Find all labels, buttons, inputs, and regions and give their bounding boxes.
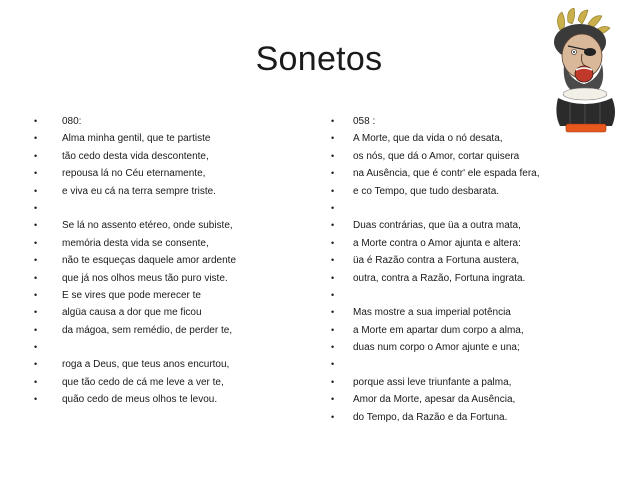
- bullet-icon: •: [34, 307, 38, 318]
- sonnet-line: • da mágoa, sem remédio, de perder te,: [34, 322, 306, 339]
- sonnet-line-empty: [34, 200, 306, 217]
- bullet-icon: •: [331, 272, 335, 283]
- bullet-icon: •: [331, 185, 335, 196]
- sonnet-line: • a Morte em apartar dum corpo a alma,: [331, 322, 631, 339]
- sonnet-line: • tão cedo desta vida descontente,: [34, 148, 306, 165]
- bullet-icon: •: [331, 168, 335, 179]
- sonnet-line: • que tão cedo de cá me leve a ver te,: [34, 374, 306, 391]
- bullet-icon: •: [34, 220, 38, 231]
- bullet-icon: •: [34, 237, 38, 248]
- sonnet-line: • E se vires que pode merecer te: [34, 287, 306, 304]
- sonnet-line: • memória desta vida se consente,: [34, 235, 306, 252]
- sonnet-058-column: [331, 113, 631, 426]
- bullet-icon: •: [331, 150, 335, 161]
- sonnet-line-empty: [34, 339, 306, 356]
- bullet-icon: •: [331, 307, 335, 318]
- bullet-icon: •: [331, 237, 335, 248]
- bullet-icon: •: [34, 202, 38, 213]
- bullet-icon: •: [331, 411, 335, 422]
- bullet-icon: •: [34, 342, 38, 353]
- sonnet-line: • Alma minha gentil, que te partiste: [34, 130, 306, 147]
- sonnet-line: • e viva eu cá na terra sempre triste.: [34, 183, 306, 200]
- sonnet-line: • do Tempo, da Razão e da Fortuna.: [331, 409, 631, 426]
- bullet-icon: •: [331, 202, 335, 213]
- sonnet-line: • repousa lá no Céu eternamente,: [34, 165, 306, 182]
- bullet-icon: •: [331, 359, 335, 370]
- sonnet-line: • que já nos olhos meus tão puro viste.: [34, 270, 306, 287]
- bullet-icon: •: [331, 289, 335, 300]
- sonnet-line: • üa é Razão contra a Fortuna austera,: [331, 252, 631, 269]
- bullet-icon: •: [331, 324, 335, 335]
- sonnet-line: • Amor da Morte, apesar da Ausência,: [331, 391, 631, 408]
- bullet-icon: •: [331, 342, 335, 353]
- sonnet-line: • e co Tempo, que tudo desbarata.: [331, 183, 631, 200]
- slide-title: Sonetos: [255, 40, 383, 78]
- sonnet-line: • duas num corpo o Amor ajunte e una;: [331, 339, 631, 356]
- sonnet-line: • 080:: [34, 113, 306, 130]
- bullet-icon: •: [34, 324, 38, 335]
- bullet-icon: •: [34, 168, 38, 179]
- sonnet-line-empty: [331, 200, 631, 217]
- sonnet-line: • roga a Deus, que teus anos encurtou,: [34, 356, 306, 373]
- bullet-icon: •: [331, 116, 335, 126]
- bullet-icon: •: [34, 255, 38, 266]
- sonnet-line: • Se lá no assento etéreo, onde subiste,: [34, 217, 306, 234]
- sonnet-line: • algüa causa a dor que me ficou: [34, 304, 306, 321]
- sonnet-line: • porque assi leve triunfante a palma,: [331, 374, 631, 391]
- sonnet-line: • 058 :: [331, 113, 631, 130]
- bullet-icon: •: [34, 359, 38, 370]
- bullet-icon: •: [34, 394, 38, 405]
- sonnet-line-empty: [331, 356, 631, 373]
- bullet-icon: •: [331, 220, 335, 231]
- bullet-icon: •: [331, 255, 335, 266]
- sonnet-line: • na Ausência, que é contr' ele espada fera,: [331, 165, 631, 182]
- bullet-icon: •: [34, 150, 38, 161]
- bullet-icon: •: [34, 289, 38, 300]
- bullet-icon: •: [34, 116, 38, 126]
- bullet-icon: •: [34, 133, 38, 144]
- sonnet-line-empty: [331, 287, 631, 304]
- sonnet-line: • a Morte contra o Amor ajunta e altera:: [331, 235, 631, 252]
- sonnet-line: • os nós, que dá o Amor, cortar quisera: [331, 148, 631, 165]
- sonnet-line: • Duas contrárias, que üa a outra mata,: [331, 217, 631, 234]
- bullet-icon: •: [331, 376, 335, 387]
- bullet-icon: •: [331, 133, 335, 144]
- bullet-icon: •: [34, 376, 38, 387]
- bullet-icon: •: [34, 185, 38, 196]
- sonnet-line: • quão cedo de meus olhos te levou.: [34, 391, 306, 408]
- sonnet-line: • outra, contra a Razão, Fortuna ingrata.: [331, 270, 631, 287]
- sonnet-080-column: [34, 113, 306, 409]
- sonnet-line: • A Morte, que da vida o nó desata,: [331, 130, 631, 147]
- bullet-icon: •: [34, 272, 38, 283]
- bullet-icon: •: [331, 394, 335, 405]
- sonnet-line: • Mas mostre a sua imperial potência: [331, 304, 631, 321]
- sonnet-line: • não te esqueças daquele amor ardente: [34, 252, 306, 269]
